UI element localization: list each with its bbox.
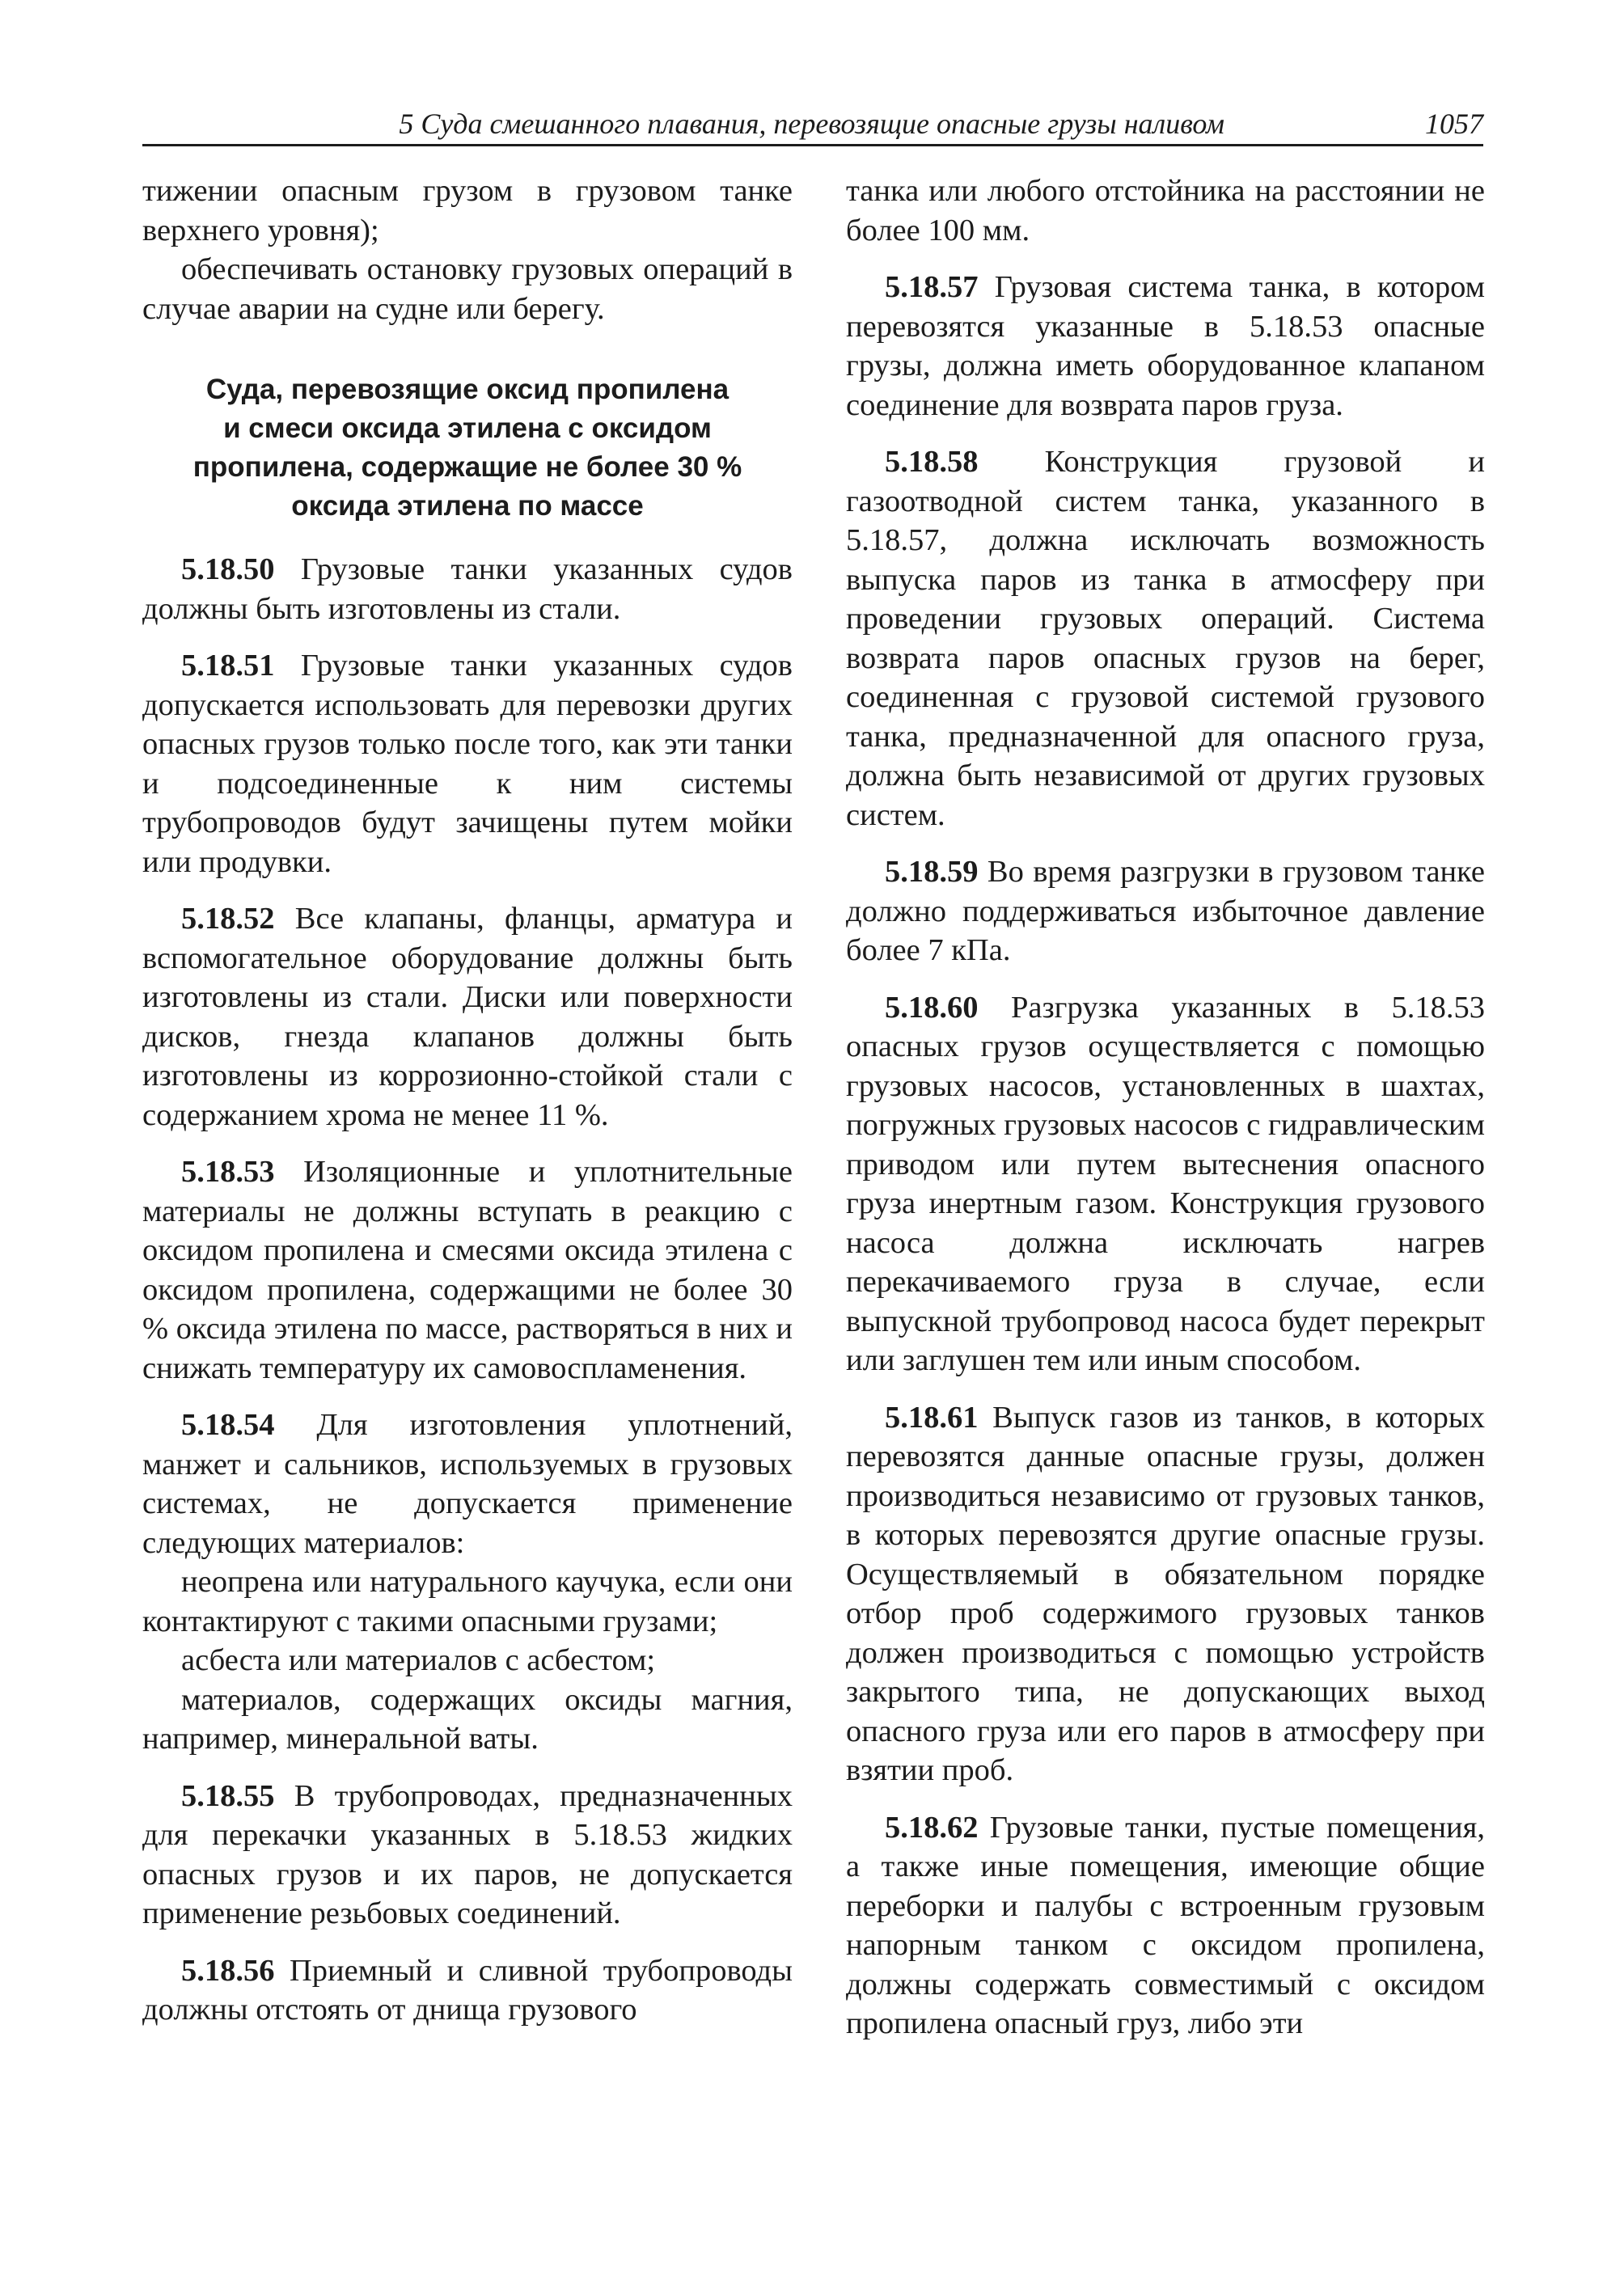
clause-number: 5.18.57 <box>885 270 979 304</box>
clause-text: Изоляционные и уплотнительные материалы не должны вступать в реакцию с оксидом пропилена и смесями оксида этилена с оксидом пропилена, содержащими не более 30 % оксида этилена по массе, растворяться в них и снижать температуру их самовоспламенения. <box>142 1155 793 1385</box>
paragraph-5-18-52 <box>142 899 793 1135</box>
paragraph-5-18-54 <box>142 1405 793 1562</box>
clause-text: Грузовые танки указанных судов допускается использовать для перевозки других опасных грузов только после того, как эти танки и подсоединенные к ним системы трубопроводов будут зачищены путем мойки или продувки. <box>142 649 793 879</box>
section-heading <box>142 370 793 526</box>
heading-line: оксида этилена по массе <box>291 490 644 522</box>
clause-text: Для изготовления уплотнений, манжет и сальников, используемых в грузовых системах, не допускается применение следующих материалов: <box>142 1408 793 1560</box>
clause-text: Разгрузка указанных в 5.18.53 опасных грузов осуществляется с помощью грузовых насосов, установленных в шахтах, погружных грузовых насосов с гидравлическим приводом или путем вытеснения опасного груза инертным газом. Конструкция грузового насоса должна исключать нагрев перекачиваемого груза в случае, если выпускной трубопровод насоса будет перекрыт или заглушен тем или иным способом. <box>846 990 1486 1377</box>
clause-number: 5.18.61 <box>885 1400 979 1435</box>
heading-line: и смеси оксида этилена с оксидом <box>223 412 712 444</box>
clause-text: Грузовые танки указанных судов должны быть изготовлены из стали. <box>142 552 793 626</box>
clause-text: Все клапаны, фланцы, арматура и вспомогательное оборудование должны быть изготовлены из стали. Диски или поверхности дисков, гнезда клапанов должны быть изготовлены из коррозионно-стойкой стали с содержанием хрома не менее 11 %. <box>142 902 793 1132</box>
left-column <box>142 171 793 2048</box>
continued-text: танка или любого отстойника на расстоянии не более 100 мм. <box>846 174 1485 247</box>
clause-number: 5.18.56 <box>181 1953 275 1988</box>
list-item: неопрена или натурального каучука, если они контактируют с такими опасными грузами; <box>142 1565 793 1638</box>
paragraph-5-18-58 <box>846 442 1485 835</box>
list-item: материалов, содержащих оксиды магния, например, минеральной ваты. <box>142 1682 793 1756</box>
clause-number: 5.18.54 <box>181 1408 275 1442</box>
heading-line: Суда, перевозящие оксид пропилена <box>205 374 730 405</box>
paragraph-5-18-59 <box>846 852 1485 970</box>
right-column <box>846 171 1485 2061</box>
clause-number: 5.18.60 <box>885 990 979 1025</box>
clause-number: 5.18.55 <box>181 1778 275 1813</box>
header-title: 5 Суда смешанного плавания, перевозящие опасные грузы наливом <box>399 108 1224 140</box>
clause-text: Во время разгрузки в грузовом танке должно поддерживаться избыточное давление более 7 кПа. <box>846 855 1485 967</box>
clause-text: В трубопроводах, предназначенных для перекачки указанных в 5.18.53 жидких опасных грузов и их паров, не допускается применение резьбовых соединений. <box>142 1778 793 1930</box>
clause-number: 5.18.53 <box>181 1155 275 1189</box>
running-header <box>142 102 1483 146</box>
clause-number: 5.18.51 <box>181 649 275 683</box>
paragraph-5-18-61 <box>846 1398 1485 1790</box>
clause-text: Конструкция грузовой и газоотводной систем танка, указанного в 5.18.57, должна исключать возможность выпуска паров из танка в атмосферу при проведении грузовых операций. Система возврата паров опасных грузов на берег, соединенная с грузовой системой грузового танка, предназначенной для опасного груза, должна быть независимой от других грузовых систем. <box>846 445 1486 832</box>
paragraph-5-18-55 <box>142 1777 793 1934</box>
paragraph-5-18-51 <box>142 646 793 881</box>
clause-text: Грузовая система танка, в котором перевозятся указанные в 5.18.53 опасные грузы, должна иметь оборудованное клапаном соединение для возврата паров груза. <box>846 270 1485 422</box>
clause-text: Выпуск газов из танков, в которых перевозятся данные опасные грузы, должен производиться независимо от грузовых танков, в которых перевозятся другие опасные грузы. Осуществляемый в обязательном порядке отбор проб содержимого грузовых танков должен производиться с помощью устройств закрытого типа, не допускающих выход опасного груза или его паров в атмосферу при взятии проб. <box>846 1400 1485 1787</box>
paragraph-5-18-62 <box>846 1808 1485 2044</box>
list-item: асбеста или материалов с асбестом; <box>181 1643 656 1677</box>
clause-number: 5.18.58 <box>885 445 979 479</box>
clause-text: Приемный и сливной трубопроводы должны отстоять от днища грузового <box>142 1953 793 2027</box>
heading-line: пропилена, содержащие не более 30 % <box>192 451 742 483</box>
paragraph-5-18-53 <box>142 1152 793 1388</box>
clause-text: Грузовые танки, пустые помещения, а также иные помещения, имеющие общие переборки и палубы с встроенным грузовым напорным танком с оксидом пропилена, должны содержать совместимый с оксидом пропилена опасный груз, либо эти <box>846 1810 1485 2040</box>
clause-number: 5.18.62 <box>885 1810 979 1845</box>
list-item: обеспечивать остановку грузовых операций в случае аварии на судне или берегу. <box>142 252 793 326</box>
paragraph-5-18-57 <box>846 268 1485 425</box>
clause-number: 5.18.52 <box>181 902 275 936</box>
paragraph-5-18-60 <box>846 988 1485 1380</box>
continued-text: тижении опасным грузом в грузовом танке верхнего уровня); <box>142 174 793 247</box>
clause-number: 5.18.50 <box>181 552 275 586</box>
page-number: 1057 <box>1425 108 1483 140</box>
paragraph-5-18-56 <box>142 1951 793 2030</box>
clause-number: 5.18.59 <box>885 855 979 889</box>
paragraph-5-18-50 <box>142 550 793 628</box>
